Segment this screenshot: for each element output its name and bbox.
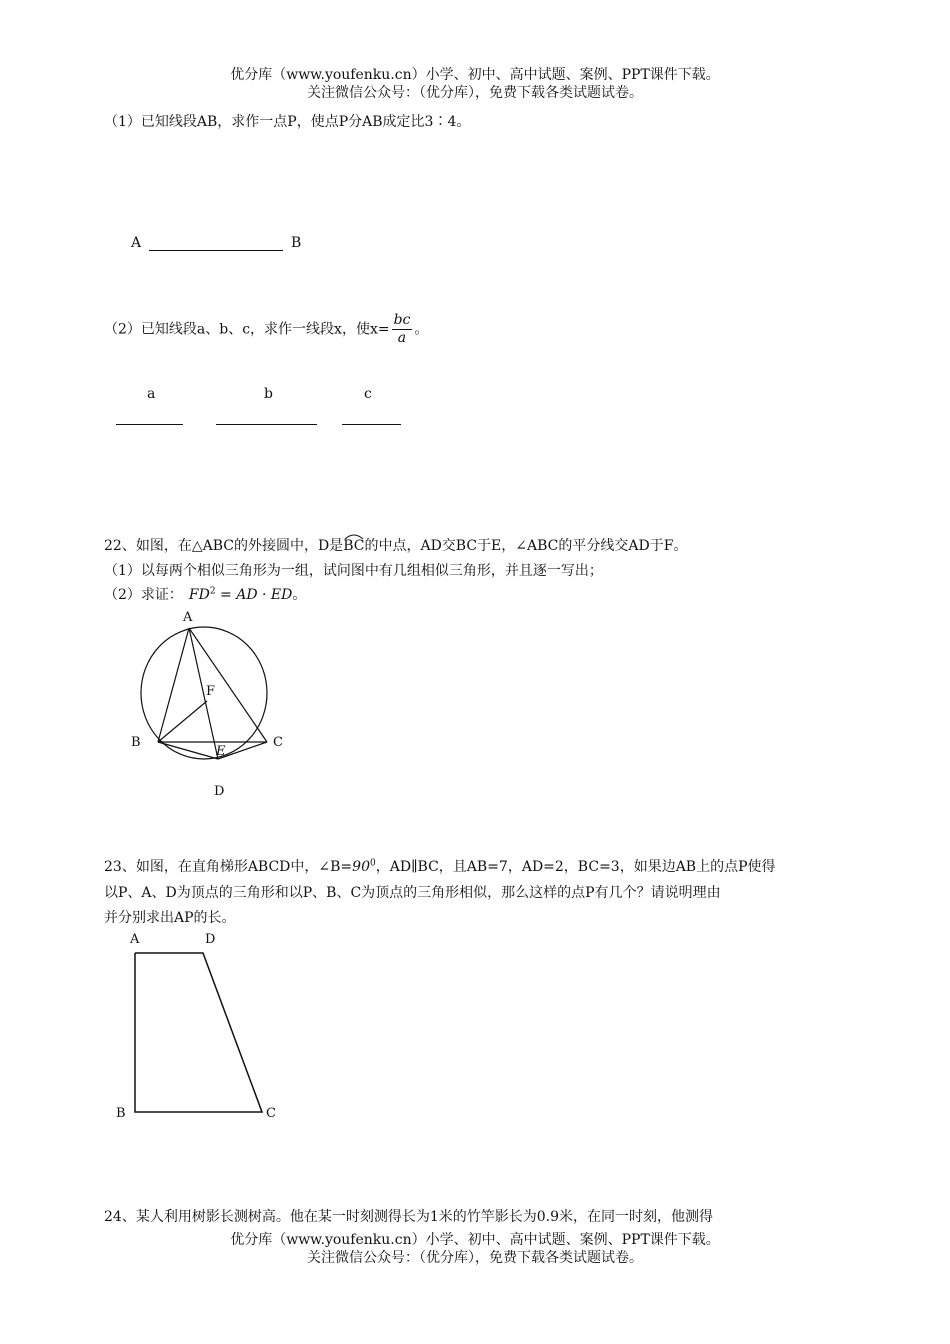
q23-line3: 并分别求出AP的长。 (104, 910, 236, 926)
footer-line-1: 优分库（www.youfenku.cn）小学、初中、高中试题、案例、PPT课件下载。 (230, 1232, 720, 1248)
formula-rest: = AD · ED (215, 587, 293, 603)
footer-line-2: 关注微信公众号：（优分库），免费下载各类试题试卷。 (307, 1250, 643, 1266)
q24-line1: 24、某人利用树影长测树高。他在某一时刻测得长为1米的竹竿影长为0.9米，在同一时刻，他测得 (104, 1209, 713, 1225)
point-d-label: D (214, 784, 225, 799)
fraction-denominator: a (397, 330, 407, 346)
formula-fd: FD (188, 587, 210, 603)
q21-label-a: A (131, 235, 142, 251)
q21-part2-suffix: 。 (414, 321, 429, 338)
segment-b (216, 424, 317, 425)
trap-point-b-label: B (116, 1106, 126, 1121)
segment-a-label: a (147, 386, 156, 402)
fraction-numerator: bc (393, 312, 411, 328)
q21-label-b: B (291, 235, 302, 251)
point-a-label: A (183, 610, 193, 625)
q22-line1 (104, 535, 687, 555)
q23-line2: 以P、A、D为顶点的三角形和以P、B、C为顶点的三角形相似，那么这样的点P有几个？请说明理由 (104, 885, 721, 901)
angle-degree: 0 (370, 858, 376, 869)
arc-bc (343, 538, 364, 554)
q23-line1-prefix: 23、如图，在直角梯形ABCD中，∠B= (104, 859, 353, 875)
q22-line2: （1）以每两个相似三角形为一组，试问图中有几组相似三角形，并且逐一写出； (104, 563, 603, 579)
trapezoid-figure (120, 940, 280, 1130)
segment-b-label: b (264, 386, 273, 402)
segment-c (342, 424, 401, 425)
trap-point-a-label: A (130, 932, 140, 947)
q23-line1 (104, 856, 776, 876)
side-ab (158, 628, 189, 742)
header-line-2: 关注微信公众号：（优分库），免费下载各类试题试卷。 (307, 85, 643, 101)
circle-triangle-figure (120, 605, 300, 805)
trap-point-c-label: C (266, 1106, 276, 1121)
q22-line1-suffix: 的中点，AD交BC于E，∠ABC的平分线交AD于F。 (364, 538, 688, 554)
q21-part1-text: （1）已知线段AB，求作一点P，使点P分AB成定比3∶4。 (104, 114, 471, 130)
q22-line3-suffix: 。 (292, 587, 307, 603)
q22-line1-prefix: 22、如图，在△ABC的外接圆中，D是 (104, 538, 344, 554)
bisector-bf (158, 701, 207, 742)
q21-part2 (104, 312, 428, 347)
trap-point-d-label: D (205, 932, 216, 947)
header-line-1: 优分库（www.youfenku.cn）小学、初中、高中试题、案例、PPT课件下载。 (230, 67, 720, 83)
q22-line3-prefix: （2）求证： (104, 587, 183, 603)
arc-mark-icon (343, 532, 365, 540)
point-f-label: F (206, 684, 216, 699)
trapezoid-abcd (135, 953, 262, 1112)
q21-part2-prefix: （2）已知线段a、b、c，求作一线段x，使x= (104, 321, 390, 338)
segment-c-label: c (364, 386, 372, 402)
arc-bc-label: BC (343, 538, 365, 554)
point-e-label: E (216, 744, 226, 759)
q23-line1-suffix: ，AD∥BC，且AB=7，AD=2，BC=3，如果边AB上的点P使得 (375, 859, 776, 875)
side-ac (189, 628, 267, 742)
fraction-bc-over-a (392, 312, 413, 347)
segment-ab (149, 250, 283, 251)
formula-sup: 2 (209, 586, 216, 597)
q22-line3 (104, 584, 306, 604)
point-c-label: C (273, 735, 283, 750)
angle-value: 90 (352, 859, 370, 875)
point-b-label: B (131, 735, 141, 750)
segment-a (116, 424, 183, 425)
